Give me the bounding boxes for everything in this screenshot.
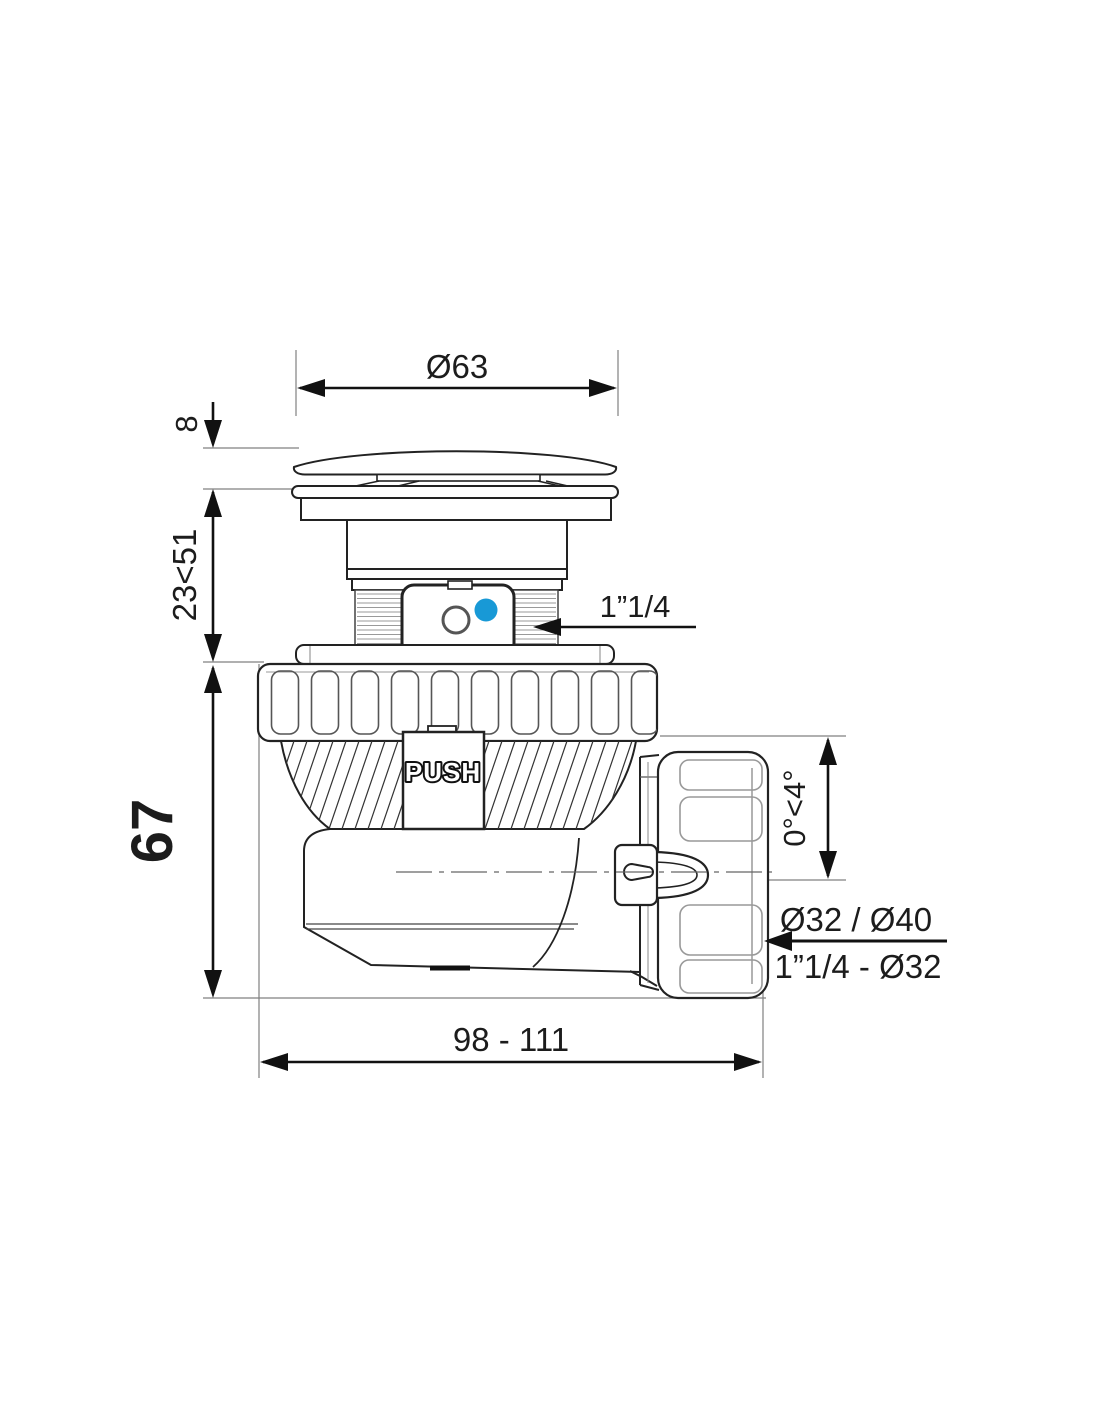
arrowhead-up: [204, 489, 222, 517]
dim-body-height: [120, 665, 222, 998]
lock-nut: [258, 664, 659, 741]
arrowhead-down: [204, 970, 222, 998]
arrowhead-down: [204, 420, 222, 448]
upper-cylinder: [347, 520, 567, 569]
drain-assembly: [238, 451, 772, 998]
cylinder-lip: [347, 569, 567, 579]
dim-adjustable-height: [166, 489, 222, 662]
dim-outlet-adapter-label: 1”1/4 - Ø32: [774, 948, 942, 985]
cap-flange-body: [301, 498, 611, 520]
arrowhead-left: [260, 1053, 288, 1071]
dim-cap-height-label: 8: [169, 415, 204, 433]
arrowhead-up: [819, 737, 837, 765]
white-indicator-dot: [443, 607, 469, 633]
dim-overall-length-label: 98 - 111: [452, 1021, 570, 1058]
arrowhead-left: [297, 379, 325, 397]
arrowhead-right: [589, 379, 617, 397]
arrowhead-right: [734, 1053, 762, 1071]
arrowhead-down: [204, 634, 222, 662]
dim-body-height-label: 67: [120, 798, 185, 864]
dim-cap-diameter: [297, 348, 617, 397]
arrowhead-up: [204, 665, 222, 693]
dim-outlet-angle-label: 0°<4°: [777, 769, 812, 847]
tag-top-notch: [448, 581, 472, 589]
push-button-label: PUSH: [404, 757, 482, 787]
dim-outlet-angle: [777, 737, 837, 879]
cap-dome: [294, 451, 616, 474]
dim-overall-length: [260, 1021, 762, 1071]
dim-outlet: [764, 901, 947, 985]
dim-inlet-thread-label: 1”1/4: [599, 589, 671, 624]
push-button[interactable]: [403, 726, 484, 829]
blue-indicator-dot: [475, 599, 498, 622]
arrowhead-down: [819, 851, 837, 879]
dim-cap-diameter-label: Ø63: [425, 348, 489, 385]
dim-outlet-diameters-label: Ø32 / Ø40: [779, 901, 933, 938]
dim-adjustable-height-label: 23<51: [166, 528, 203, 622]
dim-cap-height: [169, 402, 222, 448]
trap-body: [304, 829, 657, 986]
cap-flange-rim: [292, 486, 618, 498]
nut-collar: [296, 645, 614, 664]
